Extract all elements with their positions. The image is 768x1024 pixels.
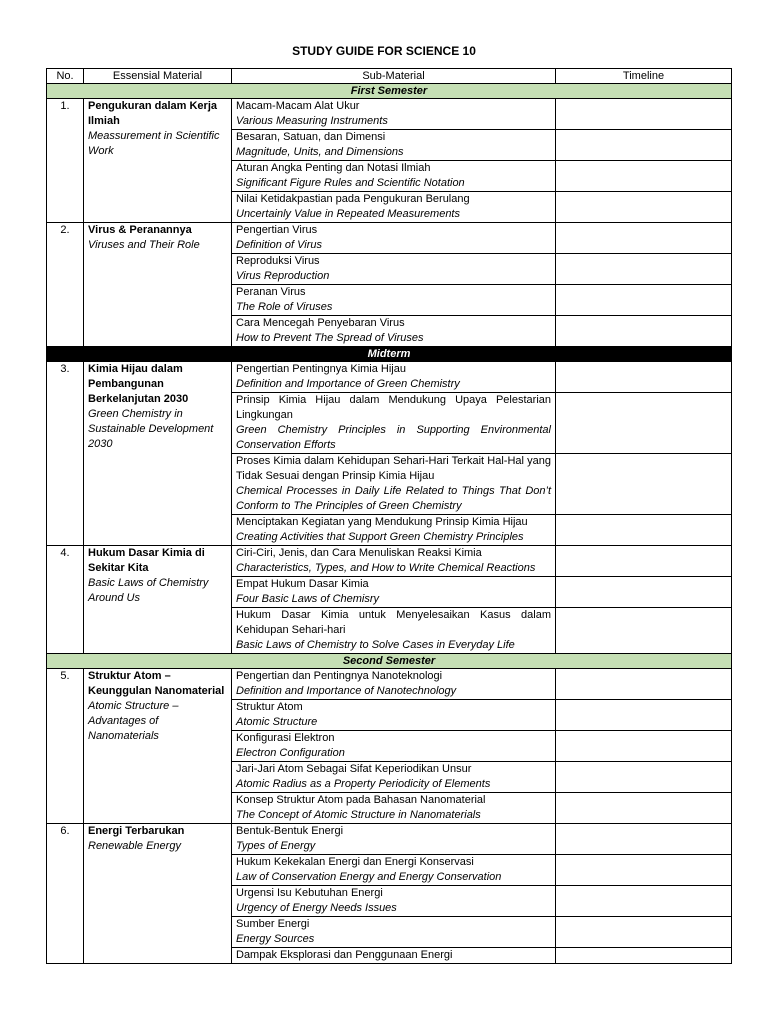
table-row — [47, 669, 732, 700]
sub-material-english: Types of Energy — [236, 840, 316, 852]
timeline-cell — [556, 254, 732, 285]
section-label: Second Semester — [47, 654, 732, 669]
row-number: 2. — [47, 223, 84, 347]
sub-material-cell — [232, 254, 556, 285]
timeline-cell — [556, 762, 732, 793]
material-title: Pengukuran dalam Kerja Ilmiah — [88, 100, 217, 127]
sub-material-english: The Role of Viruses — [236, 301, 333, 313]
sub-material-cell — [232, 362, 556, 393]
section-label: Midterm — [47, 347, 732, 362]
sub-material-cell — [232, 608, 556, 654]
sub-material-title: Nilai Ketidakpastian pada Pengukuran Berulang — [236, 193, 470, 205]
sub-material-title: Aturan Angka Penting dan Notasi Ilmiah — [236, 162, 431, 174]
sub-material-cell — [232, 577, 556, 608]
sub-material-english: Basic Laws of Chemistry to Solve Cases in Everyday Life — [236, 639, 515, 651]
sub-material-title: Struktur Atom — [236, 701, 303, 713]
sub-material-title: Konfigurasi Elektron — [236, 732, 335, 744]
material-title-english: Atomic Structure – Advantages of Nanomaterials — [88, 700, 179, 742]
sub-material-title: Besaran, Satuan, dan Dimensi — [236, 131, 386, 143]
sub-material-title: Bentuk-Bentuk Energi — [236, 825, 344, 837]
sub-material-english: Four Basic Laws of Chemisry — [236, 593, 380, 605]
timeline-cell — [556, 130, 732, 161]
material-title: Kimia Hijau dalam Pembangunan Berkelanjutan 2030 — [88, 363, 189, 405]
header-no: No. — [47, 69, 84, 84]
timeline-cell — [556, 700, 732, 731]
timeline-cell — [556, 886, 732, 917]
material-title-english: Green Chemistry in Sustainable Development 2030 — [88, 408, 214, 450]
sub-material-title: Proses Kimia dalam Kehidupan Sehari-Hari Terkait Hal-Hal yang Tidak Sesuai dengan Prinsip Kimia Hijau — [236, 455, 551, 482]
sub-material-cell — [232, 223, 556, 254]
header-sub-material: Sub-Material — [232, 69, 556, 84]
essential-material-cell — [84, 669, 232, 824]
sub-material-english: Magnitude, Units, and Dimensions — [236, 146, 404, 158]
sub-material-title: Sumber Energi — [236, 918, 310, 930]
sub-material-english: Green Chemistry Principles in Supporting Environmental Conservation Efforts — [236, 424, 551, 451]
sub-material-cell — [232, 316, 556, 347]
sub-material-english: Virus Reproduction — [236, 270, 330, 282]
sub-material-english: Uncertainly Value in Repeated Measurements — [236, 208, 460, 220]
sub-material-english: Chemical Processes in Daily Life Related to Things That Don’t Conform to The Principles of Green Chemistry — [236, 485, 551, 512]
sub-material-cell — [232, 130, 556, 161]
material-title: Virus & Peranannya — [88, 224, 192, 236]
sub-material-title: Dampak Eksplorasi dan Penggunaan Energi — [236, 949, 453, 961]
material-title-english: Viruses and Their Role — [88, 239, 200, 251]
sub-material-cell — [232, 855, 556, 886]
timeline-cell — [556, 917, 732, 948]
sub-material-cell — [232, 192, 556, 223]
row-number: 4. — [47, 546, 84, 654]
table-row — [47, 546, 732, 577]
timeline-cell — [556, 793, 732, 824]
sub-material-title: Reproduksi Virus — [236, 255, 320, 267]
sub-material-cell — [232, 546, 556, 577]
timeline-cell — [556, 577, 732, 608]
sub-material-cell — [232, 824, 556, 855]
sub-material-english: Energy Sources — [236, 933, 315, 945]
timeline-cell — [556, 608, 732, 654]
sub-material-cell — [232, 700, 556, 731]
sub-material-cell — [232, 731, 556, 762]
timeline-cell — [556, 99, 732, 130]
study-guide-table — [46, 68, 732, 964]
sub-material-english: Creating Activities that Support Green Chemistry Principles — [236, 531, 524, 543]
sub-material-english: Characteristics, Types, and How to Write Chemical Reactions — [236, 562, 536, 574]
timeline-cell — [556, 824, 732, 855]
essential-material-cell — [84, 824, 232, 964]
timeline-cell — [556, 362, 732, 393]
sub-material-english: Law of Conservation Energy and Energy Conservation — [236, 871, 502, 883]
timeline-cell — [556, 546, 732, 577]
sub-material-cell — [232, 454, 556, 515]
timeline-cell — [556, 948, 732, 964]
sub-material-cell — [232, 161, 556, 192]
sub-material-title: Cara Mencegah Penyebaran Virus — [236, 317, 405, 329]
sub-material-title: Pengertian Pentingnya Kimia Hijau — [236, 363, 406, 375]
timeline-cell — [556, 731, 732, 762]
essential-material-cell — [84, 546, 232, 654]
timeline-cell — [556, 285, 732, 316]
row-number: 1. — [47, 99, 84, 223]
sub-material-cell — [232, 393, 556, 454]
header-timeline: Timeline — [556, 69, 732, 84]
sub-material-title: Ciri-Ciri, Jenis, dan Cara Menuliskan Reaksi Kimia — [236, 547, 482, 559]
sub-material-english: Various Measuring Instruments — [236, 115, 388, 127]
section-row — [47, 654, 732, 669]
timeline-cell — [556, 316, 732, 347]
header-material: Essensial Material — [84, 69, 232, 84]
timeline-cell — [556, 393, 732, 454]
sub-material-title: Hukum Kekekalan Energi dan Energi Konservasi — [236, 856, 474, 868]
material-title-english: Renewable Energy — [88, 840, 181, 852]
sub-material-english: Definition and Importance of Green Chemistry — [236, 378, 460, 390]
material-title-english: Meassurement in Scientific Work — [88, 130, 220, 157]
sub-material-english: The Concept of Atomic Structure in Nanomaterials — [236, 809, 481, 821]
timeline-cell — [556, 161, 732, 192]
sub-material-title: Macam-Macam Alat Ukur — [236, 100, 360, 112]
material-title: Energi Terbarukan — [88, 825, 185, 837]
sub-material-english: Significant Figure Rules and Scientific Notation — [236, 177, 465, 189]
sub-material-title: Menciptakan Kegiatan yang Mendukung Prinsip Kimia Hijau — [236, 516, 528, 528]
material-title: Hukum Dasar Kimia di Sekitar Kita — [88, 547, 205, 574]
row-number: 5. — [47, 669, 84, 824]
timeline-cell — [556, 223, 732, 254]
sub-material-cell — [232, 793, 556, 824]
sub-material-cell — [232, 762, 556, 793]
sub-material-cell — [232, 99, 556, 130]
essential-material-cell — [84, 362, 232, 546]
essential-material-cell — [84, 223, 232, 347]
sub-material-title: Peranan Virus — [236, 286, 306, 298]
table-row — [47, 99, 732, 130]
essential-material-cell — [84, 99, 232, 223]
section-label: First Semester — [47, 84, 732, 99]
sub-material-title: Urgensi Isu Kebutuhan Energi — [236, 887, 383, 899]
sub-material-cell — [232, 948, 556, 964]
sub-material-cell — [232, 515, 556, 546]
row-number: 6. — [47, 824, 84, 964]
sub-material-english: Atomic Radius as a Property Periodicity of Elements — [236, 778, 491, 790]
timeline-cell — [556, 454, 732, 515]
sub-material-title: Pengertian dan Pentingnya Nanoteknologi — [236, 670, 443, 682]
timeline-cell — [556, 515, 732, 546]
row-number: 3. — [47, 362, 84, 546]
timeline-cell — [556, 192, 732, 223]
table-header-row — [47, 69, 732, 84]
timeline-cell — [556, 669, 732, 700]
sub-material-english: Definition and Importance of Nanotechnology — [236, 685, 457, 697]
section-row — [47, 84, 732, 99]
table-row — [47, 362, 732, 393]
table-body — [47, 84, 732, 964]
sub-material-title: Konsep Struktur Atom pada Bahasan Nanomaterial — [236, 794, 486, 806]
material-title: Struktur Atom – Keunggulan Nanomaterial — [88, 670, 225, 697]
table-row — [47, 824, 732, 855]
table-row — [47, 223, 732, 254]
sub-material-title: Jari-Jari Atom Sebagai Sifat Keperiodikan Unsur — [236, 763, 472, 775]
sub-material-cell — [232, 669, 556, 700]
section-row — [47, 347, 732, 362]
sub-material-english: Atomic Structure — [236, 716, 318, 728]
material-title-english: Basic Laws of Chemistry Around Us — [88, 577, 209, 604]
sub-material-title: Hukum Dasar Kimia untuk Menyelesaikan Kasus dalam Kehidupan Sehari-hari — [236, 609, 551, 636]
sub-material-title: Empat Hukum Dasar Kimia — [236, 578, 369, 590]
sub-material-cell — [232, 886, 556, 917]
sub-material-english: Urgency of Energy Needs Issues — [236, 902, 397, 914]
sub-material-english: Definition of Virus — [236, 239, 323, 251]
sub-material-title: Prinsip Kimia Hijau dalam Mendukung Upaya Pelestarian Lingkungan — [236, 394, 551, 421]
sub-material-cell — [232, 917, 556, 948]
sub-material-title: Pengertian Virus — [236, 224, 318, 236]
sub-material-cell — [232, 285, 556, 316]
timeline-cell — [556, 855, 732, 886]
sub-material-english: How to Prevent The Spread of Viruses — [236, 332, 424, 344]
sub-material-english: Electron Configuration — [236, 747, 345, 759]
page-title: STUDY GUIDE FOR SCIENCE 10 — [292, 44, 476, 58]
